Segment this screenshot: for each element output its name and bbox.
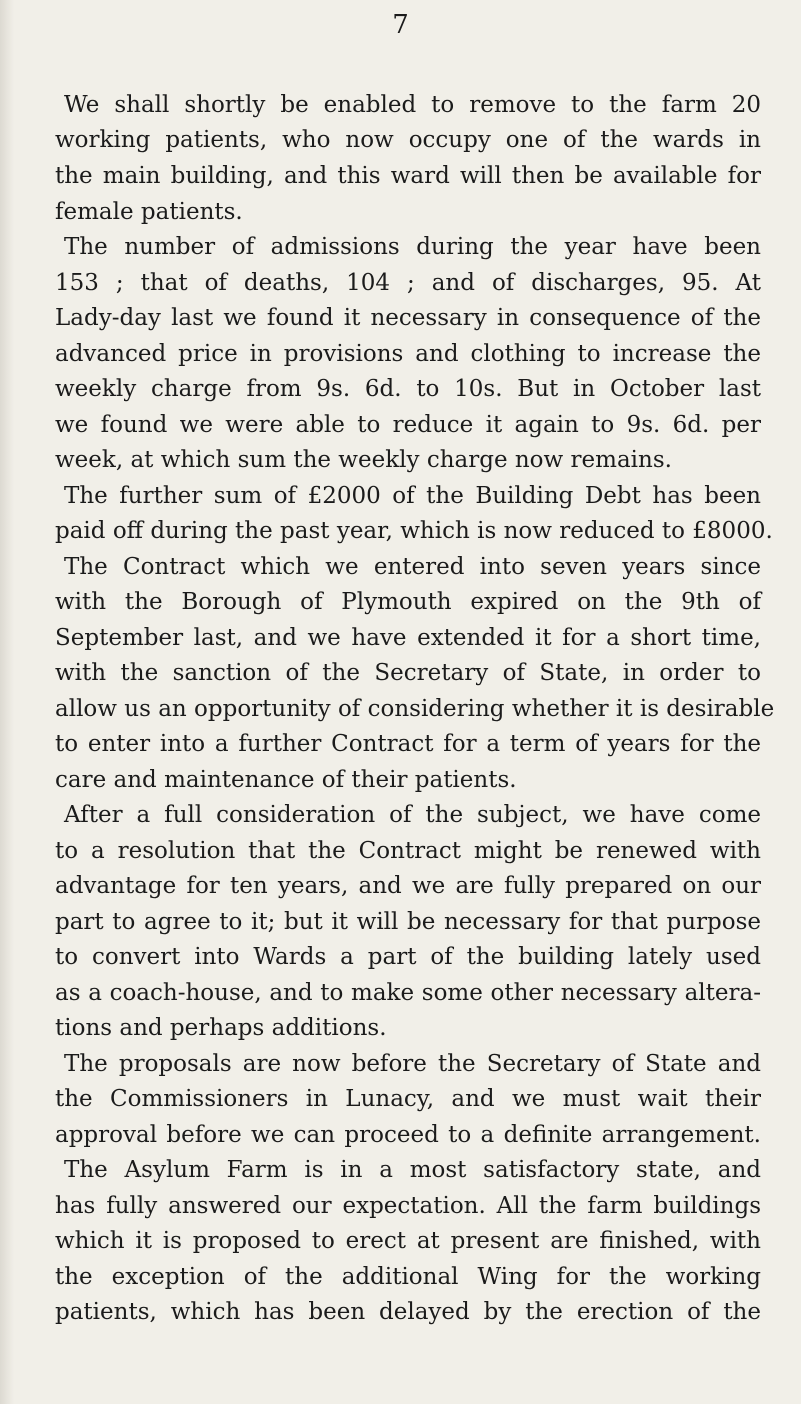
text-line-2: working patients, who now occupy one of the wards in (55, 127, 761, 153)
text-line-9: weekly charge from 9s. 6d. to 10s. But in October last (55, 376, 761, 402)
text-line-6: 153 ; that of deaths, 104 ; and of discharges, 95. At (55, 270, 761, 296)
text-line-32: has fully answered our expectation. All the farm buildings (55, 1193, 761, 1219)
text-line-23: advantage for ten years, and we are fully prepared on our (55, 873, 761, 899)
text-line-7: Lady-day last we found it necessary in consequence of the (55, 305, 761, 331)
text-line-28: The proposals are now before the Secretary of State and (64, 1051, 761, 1077)
text-line-19: to enter into a further Contract for a term of years for the (55, 731, 761, 757)
text-line-13: paid off during the past year, which is now reduced to £8000. (55, 518, 773, 544)
text-line-20: care and maintenance of their patients. (55, 767, 517, 793)
text-line-16: September last, and we have extended it for a short time, (55, 625, 761, 651)
text-line-4: female patients. (55, 199, 243, 225)
text-line-22: to a resolution that the Contract might be renewed with (55, 838, 761, 864)
text-line-24: part to agree to it; but it will be necessary for that purpose (55, 909, 761, 935)
text-line-3: the main building, and this ward will then be available for (55, 163, 761, 189)
text-line-34: the exception of the additional Wing for the working (55, 1264, 761, 1290)
text-line-35: patients, which has been delayed by the erection of the (55, 1299, 761, 1325)
text-line-12: The further sum of £2000 of the Building Debt has been (64, 483, 761, 509)
text-line-31: The Asylum Farm is in a most satisfactory state, and (64, 1157, 761, 1183)
text-line-18: allow us an opportunity of considering whether it is desirable (55, 696, 775, 722)
text-line-5: The number of admissions during the year have been (64, 234, 761, 260)
text-line-15: with the Borough of Plymouth expired on the 9th of (55, 589, 761, 615)
text-line-29: the Commissioners in Lunacy, and we must wait their (55, 1086, 761, 1112)
text-line-30: approval before we can proceed to a definite arrangement. (55, 1122, 761, 1148)
text-line-10: we found we were able to reduce it again to 9s. 6d. per (55, 412, 761, 438)
text-line-8: advanced price in provisions and clothing to increase the (55, 341, 761, 367)
text-line-27: tions and perhaps additions. (55, 1015, 387, 1041)
text-line-25: to convert into Wards a part of the building lately used (55, 944, 761, 970)
text-line-1: We shall shortly be enabled to remove to the farm 20 (64, 92, 761, 118)
text-line-11: week, at which sum the weekly charge now remains. (55, 447, 672, 473)
page-number: 7 (392, 10, 409, 40)
text-line-17: with the sanction of the Secretary of State, in order to (55, 660, 761, 686)
text-line-21: After a full consideration of the subject, we have come (64, 802, 761, 828)
text-line-26: as a coach-house, and to make some other necessary altera- (55, 980, 761, 1006)
text-line-14: The Contract which we entered into seven years since (64, 554, 761, 580)
text-line-33: which it is proposed to erect at present are finished, with (55, 1228, 761, 1254)
